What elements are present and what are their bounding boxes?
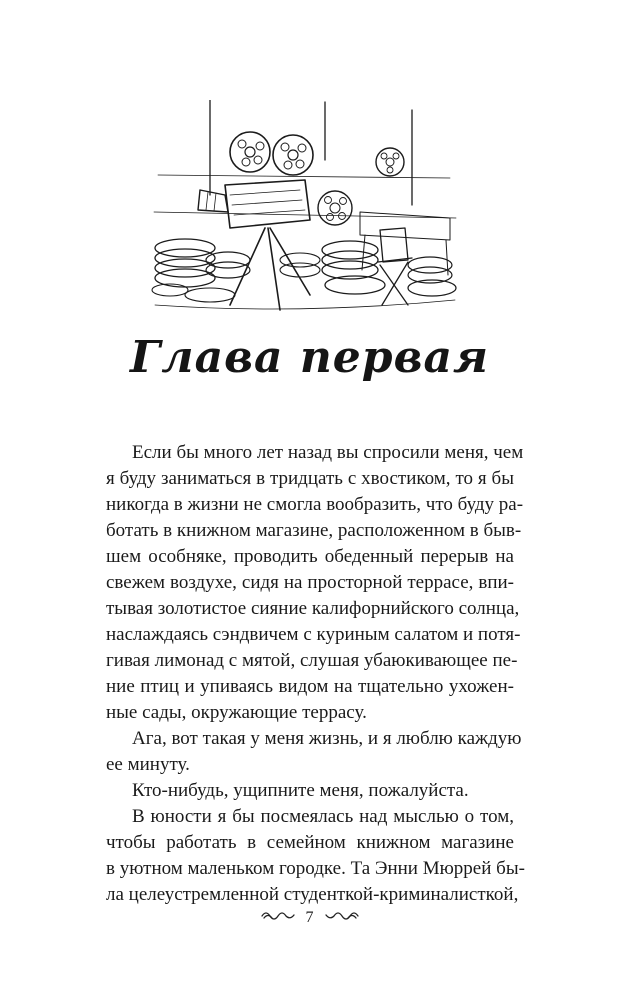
chapter-title: Глава первая bbox=[130, 332, 489, 383]
film-projector-sketch-icon bbox=[150, 100, 460, 315]
text-line: ла целеустремленной студенткой-криминалисткой, bbox=[106, 884, 519, 905]
text-line: ботать в книжном магазине, расположенном в быв- bbox=[106, 520, 522, 541]
page-footer bbox=[0, 908, 619, 927]
text-line: в уютном маленьком городке. Та Энни Мюррей бы- bbox=[106, 858, 525, 879]
body-text bbox=[106, 440, 525, 908]
text-line: тывая золотистое сияние калифорнийского солнца, bbox=[106, 598, 520, 619]
text-line: Кто-нибудь, ущипните меня, пожалуйста. bbox=[132, 780, 469, 801]
text-line: наслаждаясь сэндвичем с куриным салатом и потя- bbox=[106, 624, 521, 645]
text-line: шем особняке, проводить обеденный перерыв на bbox=[106, 546, 514, 567]
text-line: свежем воздухе, сидя на просторной террасе, впи- bbox=[106, 572, 514, 593]
chapter-illustration bbox=[150, 100, 460, 315]
text-line: ные сады, окружающие террасу. bbox=[106, 702, 367, 723]
text-line: Если бы много лет назад вы спросили меня, чем bbox=[132, 442, 524, 463]
text-line: гивая лимонад с мятой, слушая убаюкивающее пе- bbox=[106, 650, 518, 671]
left-ornament-icon bbox=[260, 908, 298, 927]
text-line: ее минуту. bbox=[106, 754, 190, 775]
text-line: В юности я бы посмеялась над мыслью о том, bbox=[132, 806, 514, 827]
text-line: Ага, вот такая у меня жизнь, и я люблю каждую bbox=[132, 728, 522, 749]
text-line: ние птиц и упиваясь видом на тщательно ухожен- bbox=[106, 676, 514, 697]
text-line: я буду заниматься в тридцать с хвостиком, то я бы bbox=[106, 468, 514, 489]
page-number: 7 bbox=[305, 908, 314, 926]
text-line: никогда в жизни не смогла вообразить, что буду ра- bbox=[106, 494, 524, 515]
right-ornament-icon bbox=[322, 908, 360, 927]
text-line: чтобы работать в семейном книжном магазине bbox=[106, 832, 514, 853]
